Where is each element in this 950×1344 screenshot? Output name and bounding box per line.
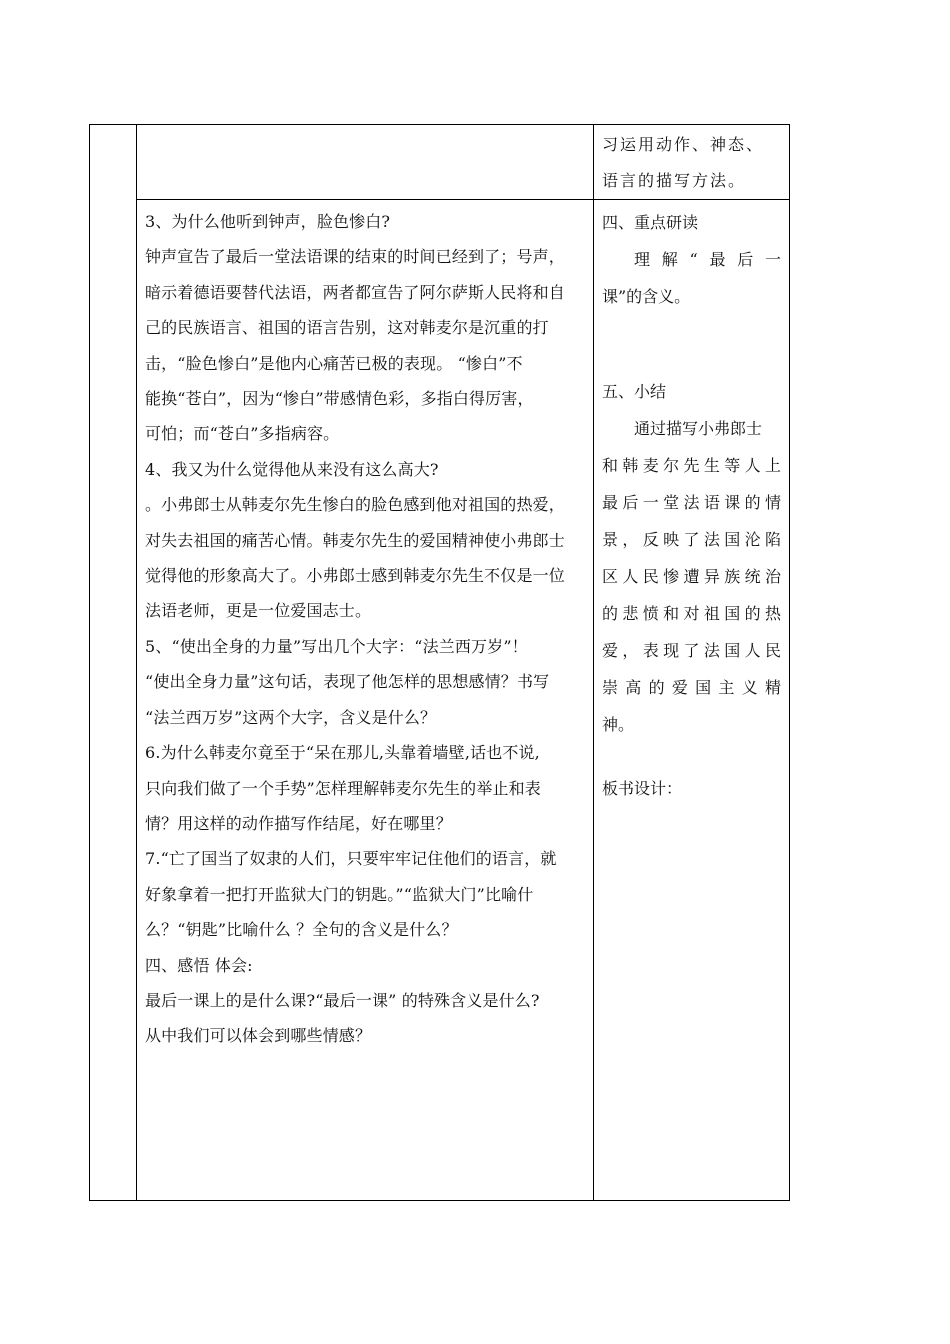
question-7-line: 好象拿着一把打开监狱大门的钥匙。”“监狱大门”比喻什 [145,884,534,904]
section-4-line: 课”的含义。 [602,287,691,306]
side-notes-cell [594,200,790,1201]
answer-3-line: 钟声宣告了最后一堂法语课的结束的时间已经到了；号声， [145,247,565,267]
question-5-line: 5、“使出全身的力量”写出几个大字：“法兰西万岁”！ [145,636,528,656]
top-right-line: 习运用动作、神态、 [602,135,765,154]
question-7-line: 么？“钥匙”比喻什么 ？全句的含义是什么？ [145,920,458,940]
section-reflection-title: 四、感悟 体会: [145,955,253,975]
spacer [602,743,781,770]
summary-line: 神。 [602,715,635,734]
question-5-line: “法兰西万岁”这两个大字，含义是什么？ [145,707,437,727]
summary-line: 最后一堂法语课的情 [602,493,781,512]
top-blank-cell [137,125,594,200]
reflection-line: 从中我们可以体会到哪些情感？ [145,1026,372,1046]
summary-line: 崇高的爱国主义精 [602,678,781,697]
answer-3-line: 暗示着德语要替代法语，两者都宣告了阿尔萨斯人民将和自 [145,282,565,302]
board-design-label: 板书设计： [602,779,683,798]
question-6-line: 6.为什么韩麦尔竟至于“呆在那儿,头靠着墙壁,话也不说, [145,743,540,763]
question-6-line: 情？用这样的动作描写作结尾，好在哪里？ [145,813,452,833]
answer-4-line: 法语老师，更是一位爱国志士。 [145,601,372,621]
main-content-cell [137,200,594,1201]
answer-3-line: 能换“苍白”，因为“惨白”带感情色彩，多指白得厉害， [145,389,534,409]
question-4-title: 4、我又为什么觉得他从来没有这么高大? [145,459,439,479]
section-4-title: 四、重点研读 [602,213,699,232]
top-right-line: 语言的描写方法。 [602,171,747,190]
section-4-line: 理解“最后一 [634,250,781,269]
lesson-plan-table [89,124,790,1201]
summary-line: 景，反映了法国沦陷 [602,530,781,549]
top-right-cell [594,125,790,200]
answer-3-line: 可怕；而“苍白”多指病容。 [145,424,340,444]
answer-3-line: 击，“脸色惨白”是他内心痛苦已极的表现。 “惨白”不 [145,353,523,373]
answer-4-line: 对失去祖国的痛苦心情。韩麦尔先生的爱国精神使小弗郎士 [145,530,565,550]
summary-line: 的悲愤和对祖国的热 [602,604,781,623]
table-row-main [90,200,790,1201]
answer-4-line: 觉得他的形象高大了。小弗郎士感到韩麦尔先生不仅是一位 [145,566,565,586]
summary-line: 区人民惨遭异族统治 [602,567,781,586]
answer-3-line: 己的民族语言、祖国的语言告别，这对韩麦尔是沉重的打 [145,318,549,338]
spacer [602,315,781,373]
reflection-line: 最后一课上的是什么课?“最后一课” 的特殊含义是什么? [145,990,540,1010]
question-3-title: 3、为什么他听到钟声，脸色惨白? [145,212,391,231]
question-5-line: “使出全身力量”这句话，表现了他怎样的思想感情？书写 [145,672,550,692]
summary-line: 爱，表现了法国人民 [602,641,781,660]
question-6-line: 只向我们做了一个手势”怎样理解韩麦尔先生的举止和表 [145,778,541,798]
question-7-line: 7.“亡了国当了奴隶的人们，只要牢牢记住他们的语言，就 [145,849,557,869]
table-row-top [90,125,790,200]
answer-4-line: 。小弗郎士从韩麦尔先生惨白的脸色感到他对祖国的热爱， [145,495,565,515]
summary-line: 通过描写小弗郎士 [634,419,763,438]
section-5-title: 五、小结 [602,382,667,401]
summary-line: 和韩麦尔先生等人上 [602,456,781,475]
left-margin-column [90,125,137,1201]
